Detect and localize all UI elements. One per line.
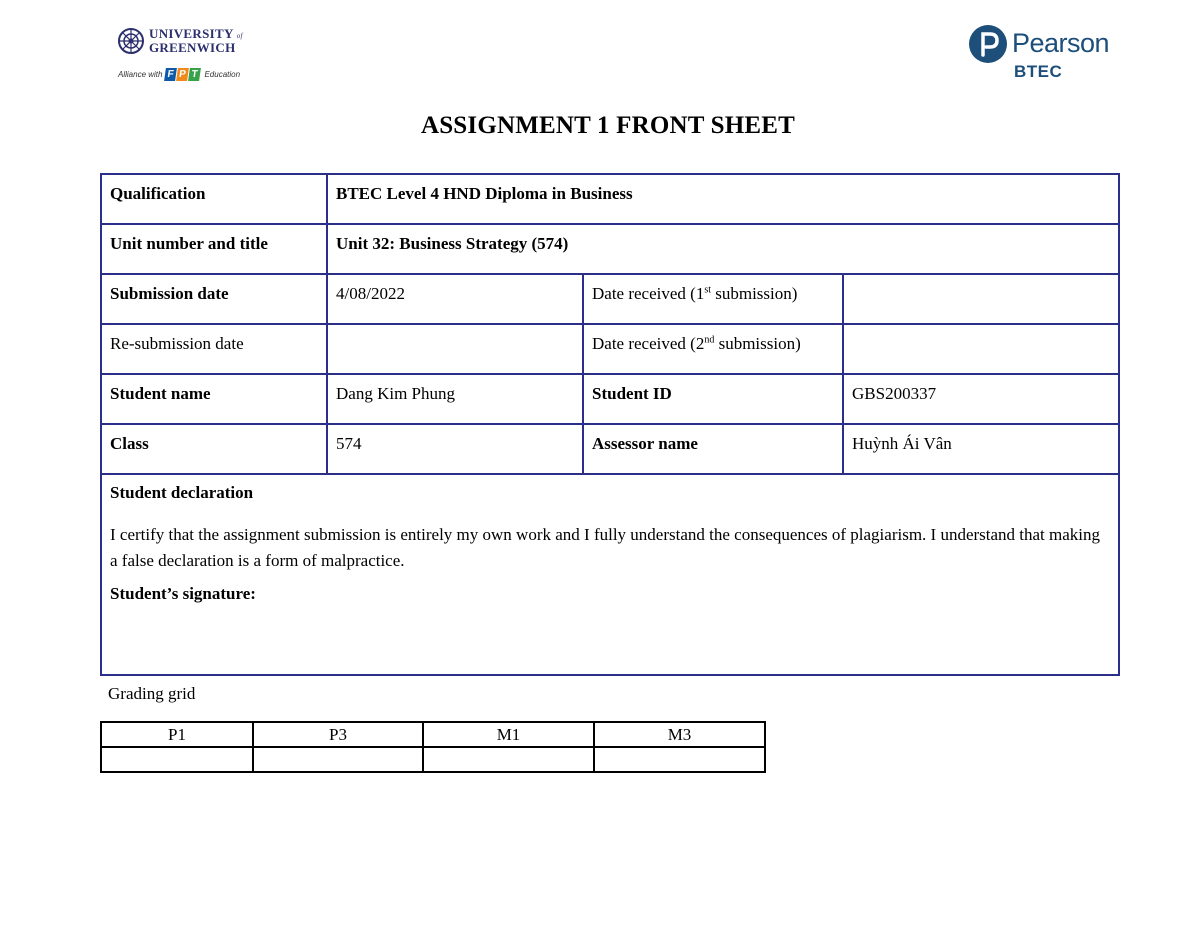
class-value: 574 bbox=[327, 424, 583, 474]
resubmission-date-value bbox=[327, 324, 583, 374]
uog-wordmark-line1: UNIVERSITY of bbox=[149, 26, 243, 41]
fpt-letter-f: F bbox=[165, 68, 178, 81]
grade-value-m1 bbox=[423, 747, 594, 772]
grade-value-m3 bbox=[594, 747, 765, 772]
btec-wordmark: BTEC bbox=[1014, 62, 1063, 81]
assessor-value: Huỳnh Ái Vân bbox=[843, 424, 1119, 474]
pearson-p-icon bbox=[968, 24, 1008, 64]
qualification-label: Qualification bbox=[101, 174, 327, 224]
university-of-greenwich-logo bbox=[118, 28, 248, 90]
declaration-cell bbox=[101, 474, 1119, 675]
grading-value-row bbox=[101, 747, 765, 772]
row-qualification bbox=[101, 174, 1119, 224]
student-name-value: Dang Kim Phung bbox=[327, 374, 583, 424]
submission-date-value: 4/08/2022 bbox=[327, 274, 583, 324]
row-class bbox=[101, 424, 1119, 474]
student-id-value: GBS200337 bbox=[843, 374, 1119, 424]
grading-grid-table bbox=[100, 721, 766, 773]
fpt-alliance bbox=[118, 68, 248, 81]
grade-header-p1: P1 bbox=[101, 722, 253, 747]
signature-label: Student’s signature: bbox=[110, 584, 256, 603]
unit-value: Unit 32: Business Strategy (574) bbox=[327, 224, 1119, 274]
declaration-title: Student declaration bbox=[110, 483, 254, 502]
fpt-letter-p: P bbox=[177, 68, 190, 81]
student-name-label: Student name bbox=[101, 374, 327, 424]
grade-header-m3: M3 bbox=[594, 722, 765, 747]
grading-grid-label: Grading grid bbox=[108, 684, 196, 703]
date-received-2-value bbox=[843, 324, 1119, 374]
submission-date-label: Submission date bbox=[101, 274, 327, 324]
row-student bbox=[101, 374, 1119, 424]
row-resubmission bbox=[101, 324, 1119, 374]
alliance-prefix: Alliance with bbox=[118, 70, 163, 79]
qualification-value: BTEC Level 4 HND Diploma in Business bbox=[327, 174, 1119, 224]
class-label: Class bbox=[101, 424, 327, 474]
pearson-wordmark: Pearson bbox=[1012, 28, 1110, 58]
greenwich-seal-icon bbox=[118, 28, 144, 54]
date-received-1-label: Date received (1st submission) bbox=[583, 274, 843, 324]
uog-wordmark-line2: GREENWICH bbox=[149, 40, 236, 55]
fpt-letter-t: T bbox=[189, 68, 202, 81]
assessor-label: Assessor name bbox=[583, 424, 843, 474]
declaration-text: I certify that the assignment submission is entirely my own work and I fully understand the consequences of plagiarism. I understand that making a false declaration is a form of malpractice. bbox=[110, 525, 1101, 570]
student-id-label: Student ID bbox=[583, 374, 843, 424]
date-received-1-value bbox=[843, 274, 1119, 324]
grade-value-p1 bbox=[101, 747, 253, 772]
grade-header-m1: M1 bbox=[423, 722, 594, 747]
grade-value-p3 bbox=[253, 747, 423, 772]
row-submission bbox=[101, 274, 1119, 324]
unit-label: Unit number and title bbox=[101, 224, 327, 274]
resubmission-date-label: Re-submission date bbox=[101, 324, 327, 374]
grade-header-p3: P3 bbox=[253, 722, 423, 747]
grading-header-row bbox=[101, 722, 765, 747]
row-declaration bbox=[101, 474, 1119, 675]
pearson-btec-logo bbox=[968, 22, 1108, 88]
alliance-suffix: Education bbox=[204, 70, 241, 79]
page-title: ASSIGNMENT 1 FRONT SHEET bbox=[420, 112, 796, 139]
date-received-2-label: Date received (2nd submission) bbox=[583, 324, 843, 374]
fpt-badge-icon bbox=[165, 68, 201, 81]
front-sheet-table bbox=[100, 173, 1120, 676]
row-unit bbox=[101, 224, 1119, 274]
